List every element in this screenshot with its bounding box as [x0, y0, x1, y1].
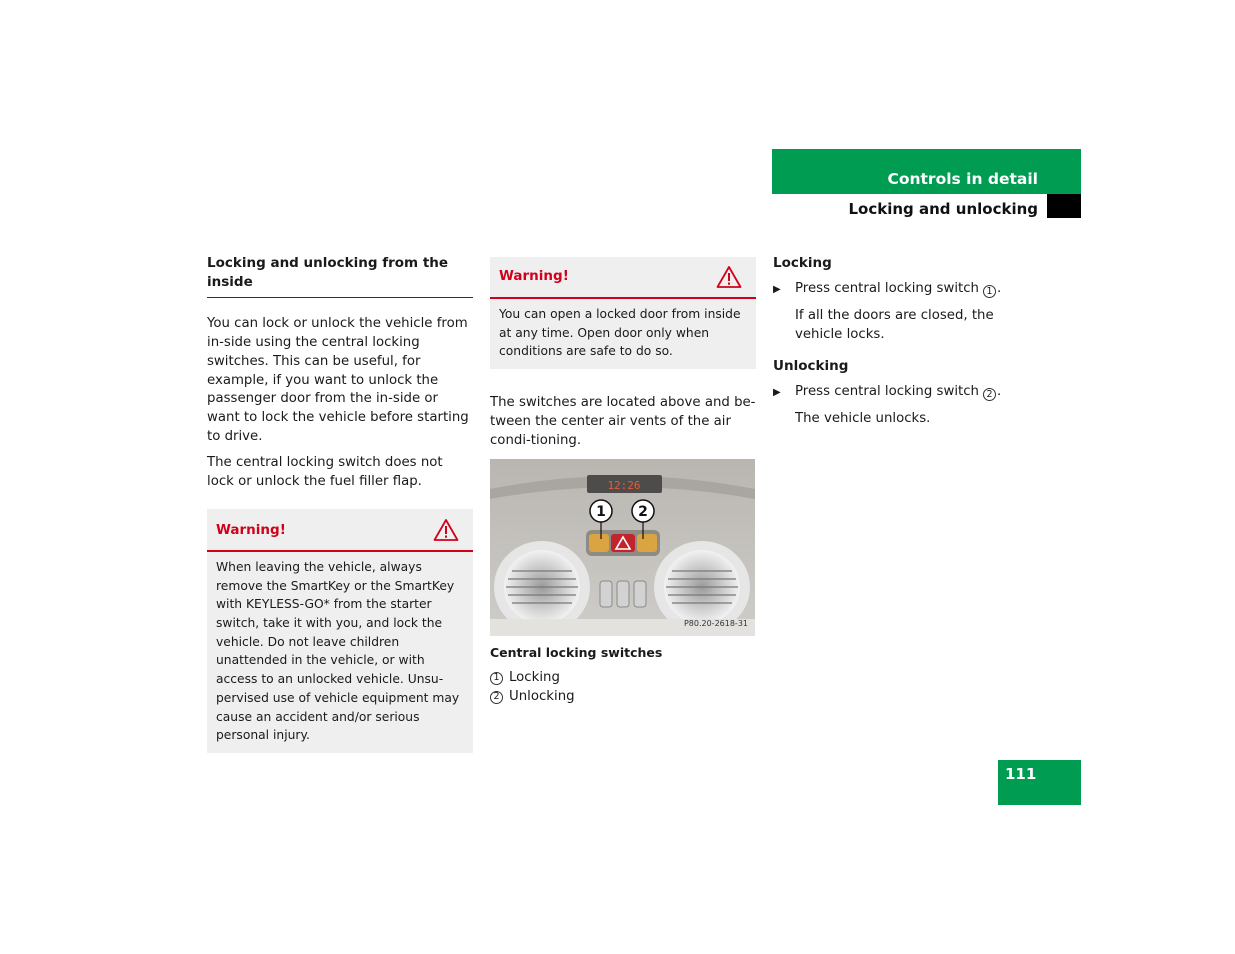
number-circle-icon: 1: [983, 285, 996, 298]
locking-step-text: Press central locking switch 1 .: [795, 280, 1002, 297]
warning-triangle-icon: [716, 265, 742, 289]
section-header: [772, 149, 1081, 194]
legend-item: [490, 669, 756, 688]
central-locking-photo: [490, 459, 755, 636]
section-title: Controls in detail: [887, 170, 1038, 188]
clock-display: 12:26: [607, 478, 641, 492]
right-column: [773, 254, 1039, 441]
number-circle-icon: 2: [983, 388, 996, 401]
arrow-bullet-icon: ▶: [773, 386, 781, 398]
unlocking-result: The vehicle unlocks.: [795, 410, 931, 426]
fuel-flap-paragraph: The central locking switch does not lock or unlock the fuel filler flap.: [207, 455, 443, 490]
photo-caption: Central locking switches: [490, 644, 663, 660]
number-circle-icon: 1: [490, 672, 503, 685]
page-number-box: [998, 760, 1081, 805]
warning-text: When leaving the vehicle, always remove the SmartKey or the SmartKey with KEYLESS-GO* from the starter switch, take it with you, and lock the vehicle. Do not leave children unattended in the vehicle, or with access to an unlocked vehicle. Unsu-pervised use of vehicle equipment may cause an accident and/or serious personal injury.: [216, 559, 460, 743]
warning-label: Warning!: [216, 521, 286, 538]
page-number: 111: [1005, 765, 1037, 783]
warning-box: [490, 257, 756, 369]
number-circle-icon: 2: [490, 691, 503, 704]
switch-location-paragraph: The switches are located above and be-tween the center air vents of the air condi-tioning.: [490, 395, 756, 448]
left-column: [207, 254, 473, 753]
dashboard-illustration: [490, 459, 755, 636]
warning-text: You can open a locked door from inside at any time. Open door only when conditions are safe to do so.: [499, 307, 741, 359]
section-heading: Locking and unlocking from the inside: [207, 254, 473, 298]
unlocking-heading: Unlocking: [773, 357, 849, 374]
unlocking-step: [773, 383, 1039, 402]
locking-result: If all the doors are closed, the vehicle locks.: [795, 307, 994, 342]
subsection-title: Locking and unlocking: [848, 200, 1038, 218]
middle-column: [490, 254, 756, 707]
legend-item: [490, 688, 756, 707]
marker-2: 2: [638, 503, 648, 520]
intro-paragraph: You can lock or unlock the vehicle from in-side using the central locking switches. This can be useful, for example, if you want to unlock the passenger door from the in-side or want to lock the vehicle before starting to drive.: [207, 315, 469, 445]
subsection-marker: [1047, 194, 1081, 218]
locking-step: [773, 280, 1039, 299]
legend-label: Unlocking: [509, 688, 575, 704]
locking-heading: Locking: [773, 255, 832, 271]
warning-label: Warning!: [499, 268, 569, 285]
legend-label: Locking: [509, 669, 560, 685]
warning-header: [207, 509, 473, 552]
marker-1: 1: [596, 503, 606, 520]
subsection-header: [772, 194, 1081, 218]
warning-header: [490, 257, 756, 299]
warning-box: [207, 509, 473, 753]
warning-triangle-icon: [433, 518, 459, 542]
unlocking-step-text: Press central locking switch 2 .: [795, 383, 1002, 400]
arrow-bullet-icon: ▶: [773, 283, 781, 295]
photo-code: P80.20-2618-31: [683, 618, 748, 628]
